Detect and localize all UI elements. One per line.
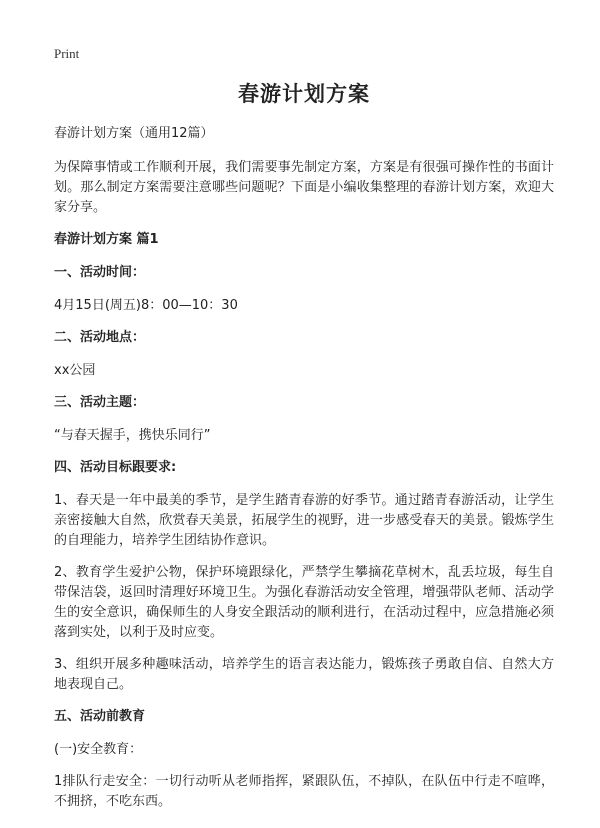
section-heading: 春游计划方案 篇1: [54, 232, 159, 247]
heading-activity-time: 一、活动时间：: [54, 265, 146, 280]
goal-paragraph-3: 3、组织开展多种趣味活动，培养学生的语言表达能力，锻炼孩子勇敢自信、自然大方地表现自己。: [54, 657, 554, 692]
page-title: 春游计划方案: [238, 82, 370, 106]
intro-paragraph: 为保障事情或工作顺利开展，我们需要事先制定方案，方案是有很强可操作性的书面计划。那么制定方案需要注意哪些问题呢？下面是小编收集整理的春游计划方案，欢迎大家分享。: [54, 160, 554, 215]
heading-activity-place: 二、活动地点：: [54, 330, 146, 345]
heading-pre-activity-education: 五、活动前教育: [54, 709, 146, 724]
activity-theme-text: “与春天握手，携快乐同行”: [54, 428, 211, 443]
safety-paragraph-1: 1排队行走安全：一切行动听从老师指挥，紧跟队伍，不掉队，在队伍中行走不喧哗，不拥挤，不吃东西。: [54, 774, 554, 809]
activity-place-text: xx公园: [54, 363, 96, 378]
heading-activity-theme: 三、活动主题：: [54, 395, 146, 410]
safety-education-title: (一)安全教育：: [54, 742, 143, 757]
document-subtitle: 春游计划方案（通用12篇）: [54, 126, 214, 141]
goal-paragraph-1: 1、春天是一年中最美的季节，是学生踏青春游的好季节。通过踏青春游活动，让学生亲密接触大自然，欣赏春天美景，拓展学生的视野，进一步感受春天的美景。锻炼学生的自理能力，培养学生团结协作意识。: [54, 493, 554, 548]
activity-time-text: 4月15日(周五)8：00—10：30: [54, 298, 238, 313]
heading-activity-goals: 四、活动目标跟要求:: [54, 460, 177, 475]
print-link[interactable]: Print: [54, 46, 80, 61]
goal-paragraph-2: 2、教育学生爱护公物，保护环境跟绿化，严禁学生攀摘花草树木，乱丢垃圾，每生自带保洁袋，返回时清理好环境卫生。为强化春游活动安全管理，增强带队老师、活动学生的安全意识，确保师生的人身安全跟活动的顺利进行，在活动过程中，应急措施必须落到实处，以利于及时应变。: [54, 565, 554, 640]
document-body: [54, 78, 554, 824]
